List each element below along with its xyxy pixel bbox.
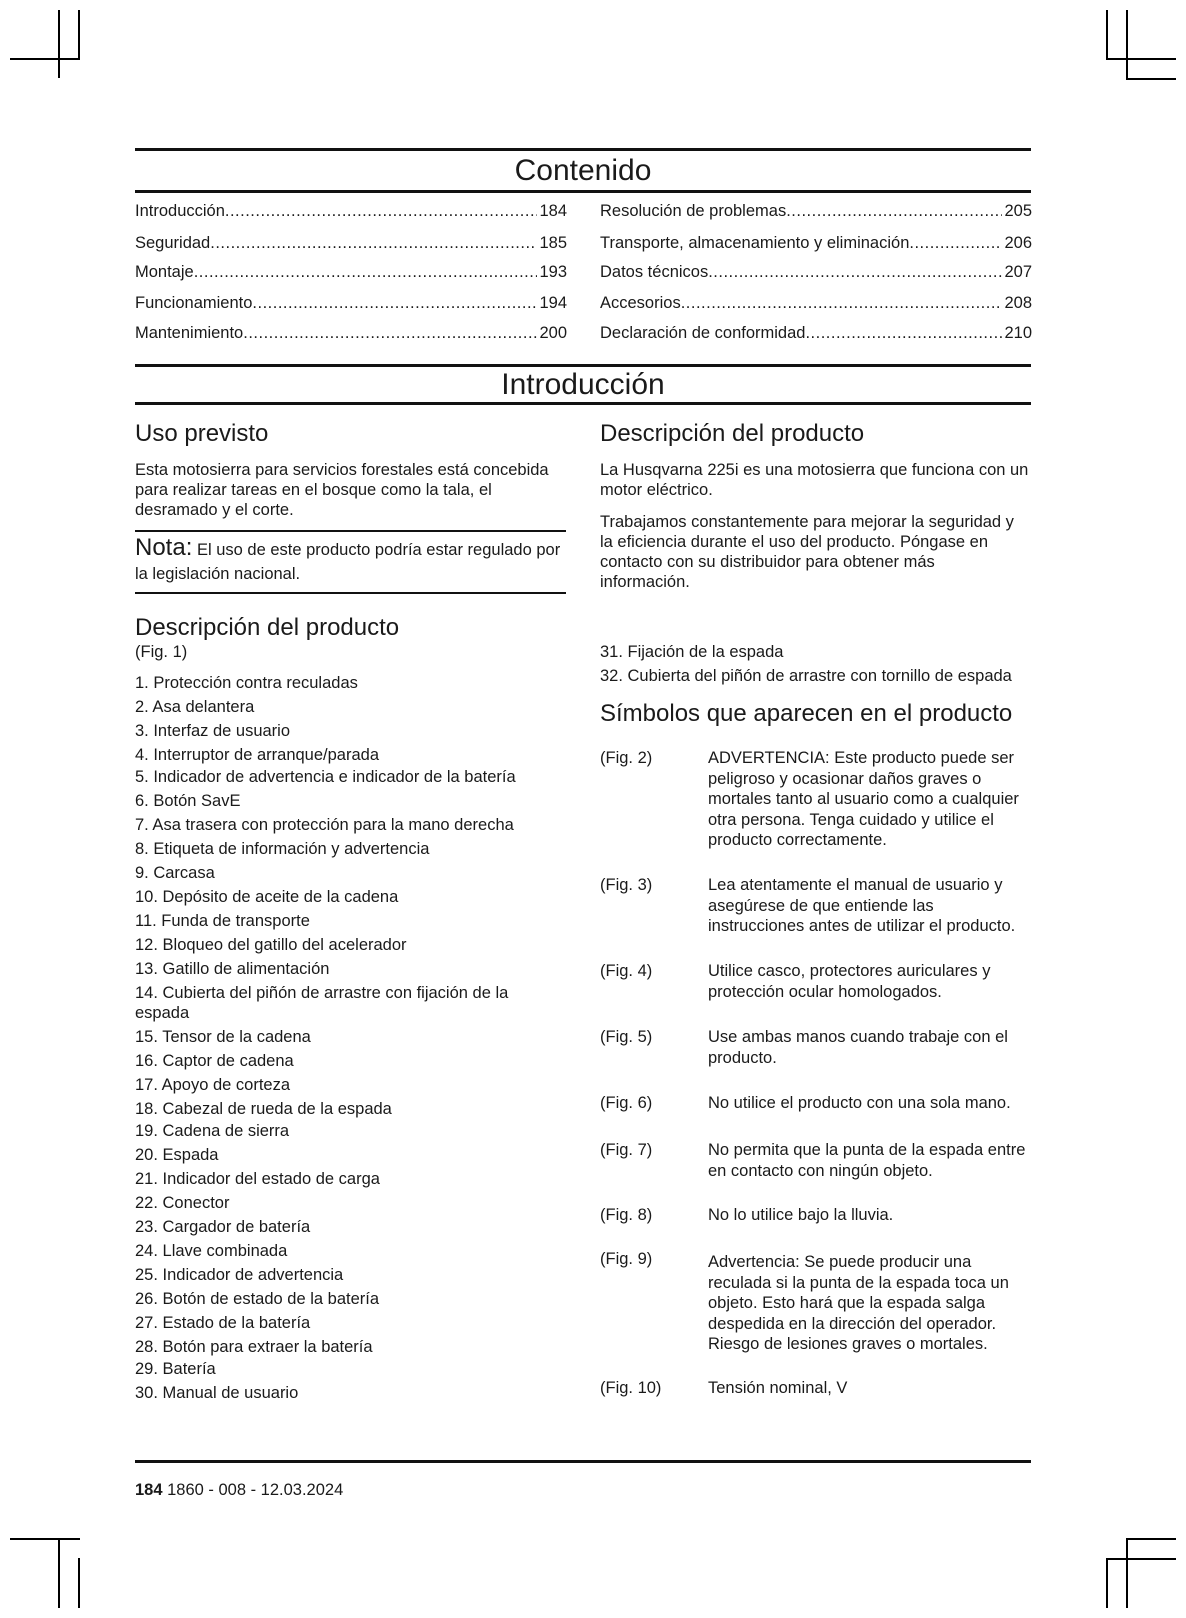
- note-text: El uso de este producto podría estar regulado por la legislación nacional.: [135, 541, 561, 583]
- list-item: 10. Depósito de aceite de la cadena: [135, 888, 399, 906]
- list-item: 5. Indicador de advertencia e indicador de la batería: [135, 768, 516, 786]
- heading-descripcion-producto: Descripción del producto: [135, 614, 400, 641]
- toc-link[interactable]: Funcionamiento ..... 194: [135, 293, 567, 313]
- divider: [135, 530, 566, 532]
- divider: [135, 402, 1031, 405]
- list-item: 25. Indicador de advertencia: [135, 1266, 344, 1284]
- list-item: 16. Captor de cadena: [135, 1052, 294, 1070]
- symbol-description: No permita que la punta de la espada entre en contacto con ningún objeto.: [708, 1141, 1026, 1180]
- crop-mark: [1106, 10, 1108, 58]
- list-item: 29. Batería: [135, 1360, 216, 1378]
- descripcion-p2: Trabajamos constantemente para mejorar la seguridad y la eficiencia durante el uso del producto. Póngase en contacto con su distribuidor para obtener más información.: [600, 513, 1014, 591]
- list-item: 27. Estado de la batería: [135, 1314, 311, 1332]
- list-item: 28. Botón para extraer la batería: [135, 1338, 373, 1356]
- list-item: 11. Funda de transporte: [135, 912, 310, 930]
- symbol-description: Tensión nominal, V: [708, 1379, 848, 1397]
- crop-mark: [1106, 58, 1176, 60]
- list-item: 18. Cabezal de rueda de la espada: [135, 1100, 392, 1118]
- fig-reference: (Fig. 7): [600, 1141, 653, 1159]
- list-item: 8. Etiqueta de información y advertencia: [135, 840, 430, 858]
- symbol-description: No utilice el producto con una sola mano.: [708, 1094, 1011, 1112]
- note-label: Nota:: [135, 534, 193, 561]
- crop-mark: [1126, 1538, 1128, 1608]
- list-item: 26. Botón de estado de la batería: [135, 1290, 380, 1308]
- crop-mark: [58, 1538, 60, 1608]
- list-item: 14. Cubierta del piñón de arrastre con fijación de la espada: [135, 984, 509, 1022]
- list-item: 3. Interfaz de usuario: [135, 722, 291, 740]
- fig-reference: (Fig. 1): [135, 643, 188, 661]
- toc-link[interactable]: Resolución de problemas ..... 205: [600, 201, 1032, 221]
- symbol-description: No lo utilice bajo la lluvia.: [708, 1206, 894, 1224]
- note: [135, 536, 567, 586]
- list-item: 2. Asa delantera: [135, 698, 255, 716]
- list-item: 24. Llave combinada: [135, 1242, 288, 1260]
- toc-title: Contenido: [514, 154, 652, 187]
- toc-link[interactable]: Accesorios ..... 208: [600, 293, 1032, 313]
- list-item: 19. Cadena de sierra: [135, 1122, 290, 1140]
- list-item: 20. Espada: [135, 1146, 219, 1164]
- footer: [135, 1480, 343, 1500]
- toc-link[interactable]: Mantenimiento ..... 200: [135, 323, 567, 343]
- list-item: 23. Cargador de batería: [135, 1218, 311, 1236]
- crop-mark: [1126, 1538, 1176, 1540]
- toc-link[interactable]: Seguridad ..... 185: [135, 233, 567, 253]
- fig-reference: (Fig. 10): [600, 1379, 662, 1397]
- toc-link[interactable]: Datos técnicos ..... 207: [600, 262, 1032, 282]
- page-number: 184: [135, 1481, 163, 1499]
- heading-uso-previsto: Uso previsto: [135, 420, 269, 447]
- toc-link[interactable]: Declaración de conformidad ..... 210: [600, 323, 1032, 343]
- toc-link[interactable]: Transporte, almacenamiento y eliminación ..... 206: [600, 233, 1032, 253]
- crop-mark: [78, 1558, 80, 1608]
- divider: [135, 592, 566, 594]
- list-item: 31. Fijación de la espada: [600, 643, 784, 661]
- footer-divider: [135, 1460, 1031, 1463]
- toc-link[interactable]: Montaje ..... 193: [135, 262, 567, 282]
- divider: [135, 364, 1031, 367]
- list-item: 15. Tensor de la cadena: [135, 1028, 311, 1046]
- section-title: Introducción: [501, 368, 665, 401]
- fig-reference: (Fig. 3): [600, 876, 653, 894]
- crop-mark: [10, 1538, 80, 1540]
- list-item: 6. Botón SavE: [135, 792, 241, 810]
- document-id: 1860 - 008 - 12.03.2024: [167, 1481, 344, 1499]
- list-item: 12. Bloqueo del gatillo del acelerador: [135, 936, 407, 954]
- toc-link[interactable]: Introducción ..... 184: [135, 201, 567, 221]
- fig-reference: (Fig. 8): [600, 1206, 653, 1224]
- symbol-description: Utilice casco, protectores auriculares y protección ocular homologados.: [708, 962, 991, 1001]
- heading-simbolos: Símbolos que aparecen en el producto: [600, 700, 1013, 727]
- crop-mark: [1126, 10, 1128, 78]
- crop-mark: [58, 10, 60, 78]
- list-item: 1. Protección contra reculadas: [135, 674, 358, 692]
- fig-reference: (Fig. 6): [600, 1094, 653, 1112]
- crop-mark: [78, 10, 80, 58]
- fig-reference: (Fig. 9): [600, 1250, 653, 1268]
- crop-mark: [10, 58, 80, 60]
- divider: [135, 148, 1031, 151]
- fig-reference: (Fig. 5): [600, 1028, 653, 1046]
- uso-previsto-text: Esta motosierra para servicios forestales está concebida para realizar tareas en el bosque como la tala, el desramado y el corte.: [135, 461, 549, 519]
- symbol-description: ADVERTENCIA: Este producto puede ser peligroso y ocasionar daños graves o mortales tanto al usuario como a cualquier otra persona. Tenga cuidado y utilice el producto correctamente.: [708, 749, 1019, 849]
- descripcion-p1: La Husqvarna 225i es una motosierra que funciona con un motor eléctrico.: [600, 461, 1029, 499]
- list-item: 32. Cubierta del piñón de arrastre con tornillo de espada: [600, 667, 1012, 685]
- list-item: 30. Manual de usuario: [135, 1384, 299, 1402]
- fig-reference: (Fig. 4): [600, 962, 653, 980]
- crop-mark: [1126, 78, 1176, 80]
- list-item: 9. Carcasa: [135, 864, 215, 882]
- list-item: 21. Indicador del estado de carga: [135, 1170, 380, 1188]
- divider: [135, 190, 1031, 193]
- heading-descripcion-producto-right: Descripción del producto: [600, 420, 865, 447]
- list-item: 7. Asa trasera con protección para la mano derecha: [135, 816, 514, 834]
- crop-mark: [1106, 1558, 1176, 1560]
- symbol-description: Advertencia: Se puede producir una reculada si la punta de la espada toca un objeto. Esto hará que la espada salga despedida en la dirección del operador. Riesgo de lesiones graves o mortales.: [708, 1253, 1009, 1353]
- list-item: 13. Gatillo de alimentación: [135, 960, 330, 978]
- list-item: 22. Conector: [135, 1194, 230, 1212]
- symbol-description: Use ambas manos cuando trabaje con el producto.: [708, 1028, 1008, 1067]
- symbol-description: Lea atentamente el manual de usuario y asegúrese de que entiende las instrucciones antes de utilizar el producto.: [708, 876, 1016, 935]
- fig-reference: (Fig. 2): [600, 749, 653, 767]
- crop-mark: [1106, 1558, 1108, 1608]
- list-item: 4. Interruptor de arranque/parada: [135, 746, 379, 764]
- list-item: 17. Apoyo de corteza: [135, 1076, 291, 1094]
